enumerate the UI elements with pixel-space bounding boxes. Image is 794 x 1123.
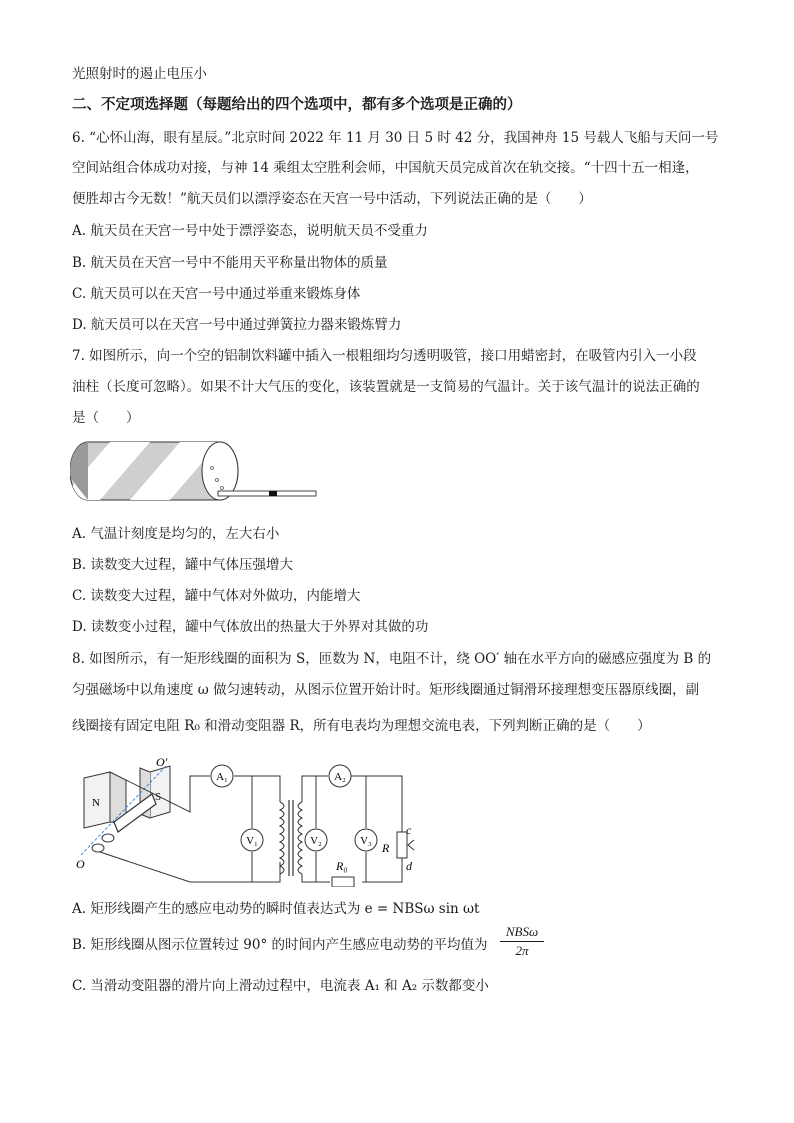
- fraction-numerator: NBSω: [505, 924, 539, 939]
- ammeter-a2-label: A₂: [334, 771, 346, 783]
- q8-option-b-fraction: [498, 924, 546, 959]
- q8-stem-line1: 8. 如图所示，有一矩形线圈的面积为 S，匝数为 N，电阻不计，绕 OO′ 轴在水平方向的磁感应强度为 B 的: [72, 651, 712, 667]
- q7-option-b: B. 读数变大过程，罐中气体压强增大: [72, 557, 294, 573]
- s-pole-label: S: [155, 791, 162, 803]
- q7-option-d: D. 读数变小过程，罐中气体放出的热量大于外界对其做的功: [72, 619, 429, 635]
- q6-option-d: D. 航天员可以在天宫一号中通过弹簧拉力器来锻炼臂力: [72, 317, 402, 333]
- q7-stem-line3: 是（ ）: [72, 410, 140, 426]
- thermometer-can-figure: [70, 436, 330, 508]
- o-prime-label: O′: [156, 755, 168, 769]
- top-line: 光照射时的遏止电压小: [72, 66, 207, 82]
- fraction-bar: [500, 941, 544, 942]
- fraction-denominator: 2π: [515, 943, 529, 958]
- voltmeter-v3-label: V₃: [360, 835, 372, 847]
- q8-stem-line2: 匀强磁场中以角速度 ω 做匀速转动，从图示位置开始计时。矩形线圈通过铜滑环接理想变压器原线圈，副: [72, 682, 700, 698]
- q6-option-a: A. 航天员在天宫一号中处于漂浮姿态，说明航天员不受重力: [72, 223, 428, 239]
- q7-option-c: C. 读数变大过程，罐中气体对外做功，内能增大: [72, 588, 361, 604]
- q6-stem-line2: 空间站组合体成功对接，与神 14 乘组太空胜利会师，中国航天员完成首次在轨交接。“十四十五一相逢，: [72, 160, 699, 176]
- voltmeter-v2-label: V₂: [310, 835, 322, 847]
- q6-option-c: C. 航天员可以在天宫一号中通过举重来锻炼身体: [72, 286, 361, 302]
- q8-stem-line3: 线圈接有固定电阻 R₀ 和滑动变阻器 R，所有电表均为理想交流电表，下列判断正确的是（ ）: [72, 718, 651, 734]
- q6-stem-line1: 6. “心怀山海，眼有星辰。”北京时间 2022 年 11 月 30 日 5 时 42 分，我国神舟 15 号载人飞船与天问一号: [72, 130, 719, 146]
- q7-option-a: A. 气温计刻度是均匀的，左大右小: [72, 526, 280, 542]
- q8-option-a: A. 矩形线圈产生的感应电动势的瞬时值表达式为 e = NBSω sin ωt: [72, 901, 480, 917]
- rheostat-c-label: c: [406, 823, 412, 837]
- section-heading: 二、不定项选择题（每题给出的四个选项中，都有多个选项是正确的）: [72, 97, 522, 113]
- q6-stem-line3: 便胜却古今无数！”航天员们以漂浮姿态在天宫一号中活动，下列说法正确的是（ ）: [72, 191, 592, 207]
- q6-option-b: B. 航天员在天宫一号中不能用天平称量出物体的质量: [72, 255, 388, 271]
- q8-option-b: B. 矩形线圈从图示位置转过 90° 的时间内产生感应电动势的平均值为: [72, 937, 488, 953]
- q8-option-c: C. 当滑动变阻器的滑片向上滑动过程中，电流表 A₁ 和 A₂ 示数都变小: [72, 978, 489, 994]
- rheostat-r-label: R: [382, 841, 390, 855]
- n-pole-label: N: [92, 797, 100, 809]
- ammeter-a1-label: A₁: [216, 771, 228, 783]
- q7-stem-line2: 油柱（长度可忽略）。如果不计大气压的变化，该装置就是一支简易的气温计。关于该气温计的说法正确的: [72, 379, 700, 395]
- q7-stem-line1: 7. 如图所示，向一个空的铝制饮料罐中插入一根粗细均匀透明吸管，接口用蜡密封，在吸管内引入一小段: [72, 348, 697, 364]
- rheostat-d-label: d: [406, 859, 412, 873]
- generator-transformer-circuit-figure: [70, 752, 420, 887]
- r0-label: R₀: [336, 859, 348, 873]
- voltmeter-v1-label: V₁: [246, 835, 258, 847]
- o-label: O: [76, 857, 85, 871]
